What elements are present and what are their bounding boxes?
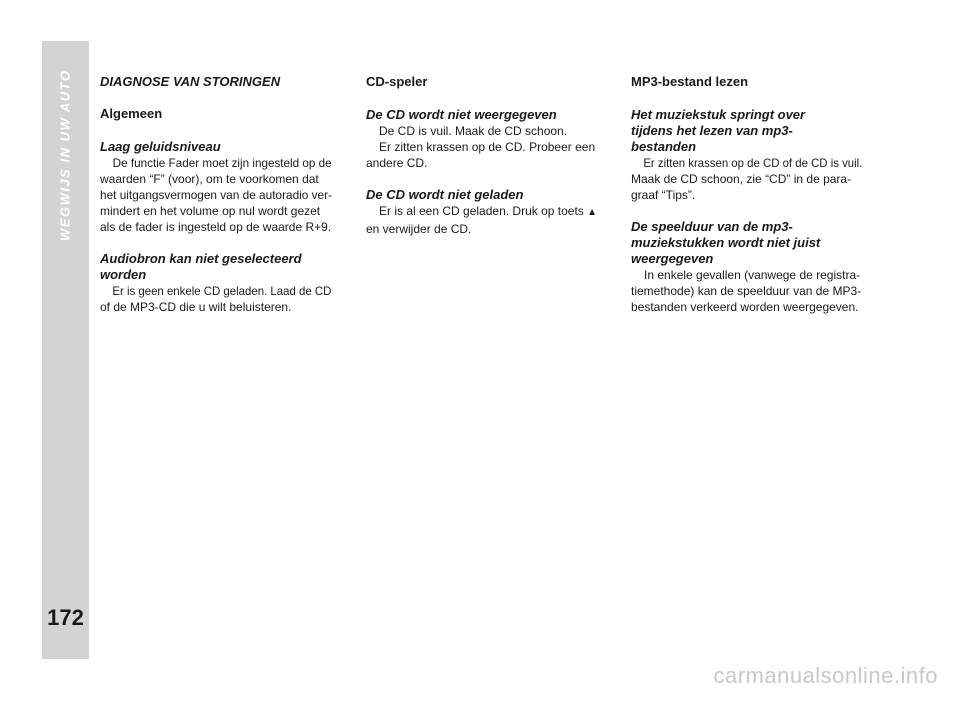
- text-line: waarden “F” (voor), om te voorkomen dat: [100, 172, 319, 186]
- paragraph-muziekstuk-springt: [631, 155, 863, 203]
- subheading-cd-niet-weergegeven: De CD wordt niet weergegeven: [366, 107, 557, 122]
- text-line: als de fader is ingesteld op de waarde R+9.: [100, 220, 332, 234]
- text-line: [366, 203, 598, 221]
- text-line: mindert en het volume op nul wordt gezet: [100, 204, 321, 218]
- text-line: Maak de CD schoon, zie “CD” in de para-: [631, 172, 852, 186]
- heading-line: bestanden: [631, 139, 697, 154]
- text-line: bestanden verkeerd worden weergegeven.: [631, 300, 859, 314]
- subheading-laag-geluidsniveau: Laag geluidsniveau: [100, 139, 221, 154]
- text-line: Er zitten krassen op de CD. Probeer een: [379, 140, 596, 154]
- text-line: of de MP3-CD die u wilt beluisteren.: [100, 300, 292, 314]
- text-line: tiemethode) kan de speelduur van de MP3-: [631, 284, 862, 298]
- text-line: en verwijder de CD.: [366, 222, 472, 236]
- text-fragment: Er is al een CD geladen. Druk op toets: [379, 204, 584, 218]
- text-line: Er is geen enkele CD geladen. Laad de CD: [112, 284, 332, 298]
- heading-line: muziekstukken wordt niet juist: [631, 235, 821, 250]
- text-line: andere CD.: [366, 156, 428, 170]
- column-mp3: [631, 74, 863, 315]
- heading-line: De speelduur van de mp3-: [631, 219, 793, 234]
- subheading-speelduur: [631, 219, 863, 267]
- text-line: Er zitten krassen op de CD of de CD is vuil.: [643, 156, 863, 170]
- text-line: het uitgangsvermogen van de autoradio ver-: [100, 188, 332, 202]
- subheading-audiobron: [100, 251, 332, 283]
- heading-line: tijdens het lezen van mp3-: [631, 123, 793, 138]
- subheading-cd-niet-geladen: De CD wordt niet geladen: [366, 187, 524, 202]
- column-cd-speler: [366, 74, 598, 237]
- heading-line: Audiobron kan niet geselecteerd: [100, 251, 302, 266]
- paragraph-audiobron: [100, 283, 332, 315]
- text-line: graaf “Tips”.: [631, 188, 696, 202]
- paragraph-laag-geluidsniveau: [100, 155, 332, 235]
- paragraph-speelduur: [631, 267, 863, 315]
- chapter-title: WEGWIJS IN UW AUTO: [57, 70, 73, 242]
- column-diagnose: [100, 74, 332, 315]
- text-line: In enkele gevallen (vanwege de registra-: [644, 268, 861, 282]
- eject-icon: ▲: [587, 207, 598, 218]
- text-line: De functie Fader moet zijn ingesteld op de: [112, 156, 332, 170]
- paragraph-cd-niet-weergegeven: [366, 123, 598, 171]
- heading-line: weergegeven: [631, 251, 714, 266]
- page-title: DIAGNOSE VAN STORINGEN: [100, 74, 281, 89]
- text-line: De CD is vuil. Maak de CD schoon.: [379, 124, 568, 138]
- heading-line: worden: [100, 267, 147, 282]
- paragraph-cd-niet-geladen: [366, 203, 598, 237]
- heading-line: Het muziekstuk springt over: [631, 107, 806, 122]
- subheading-muziekstuk-springt: [631, 107, 863, 155]
- section-title-cd-speler: CD-speler: [366, 74, 428, 89]
- section-title-algemeen: Algemeen: [100, 106, 163, 121]
- section-title-mp3: MP3-bestand lezen: [631, 74, 749, 89]
- page-number: 172: [47, 605, 84, 630]
- watermark: carmanualsonline.info: [713, 663, 938, 688]
